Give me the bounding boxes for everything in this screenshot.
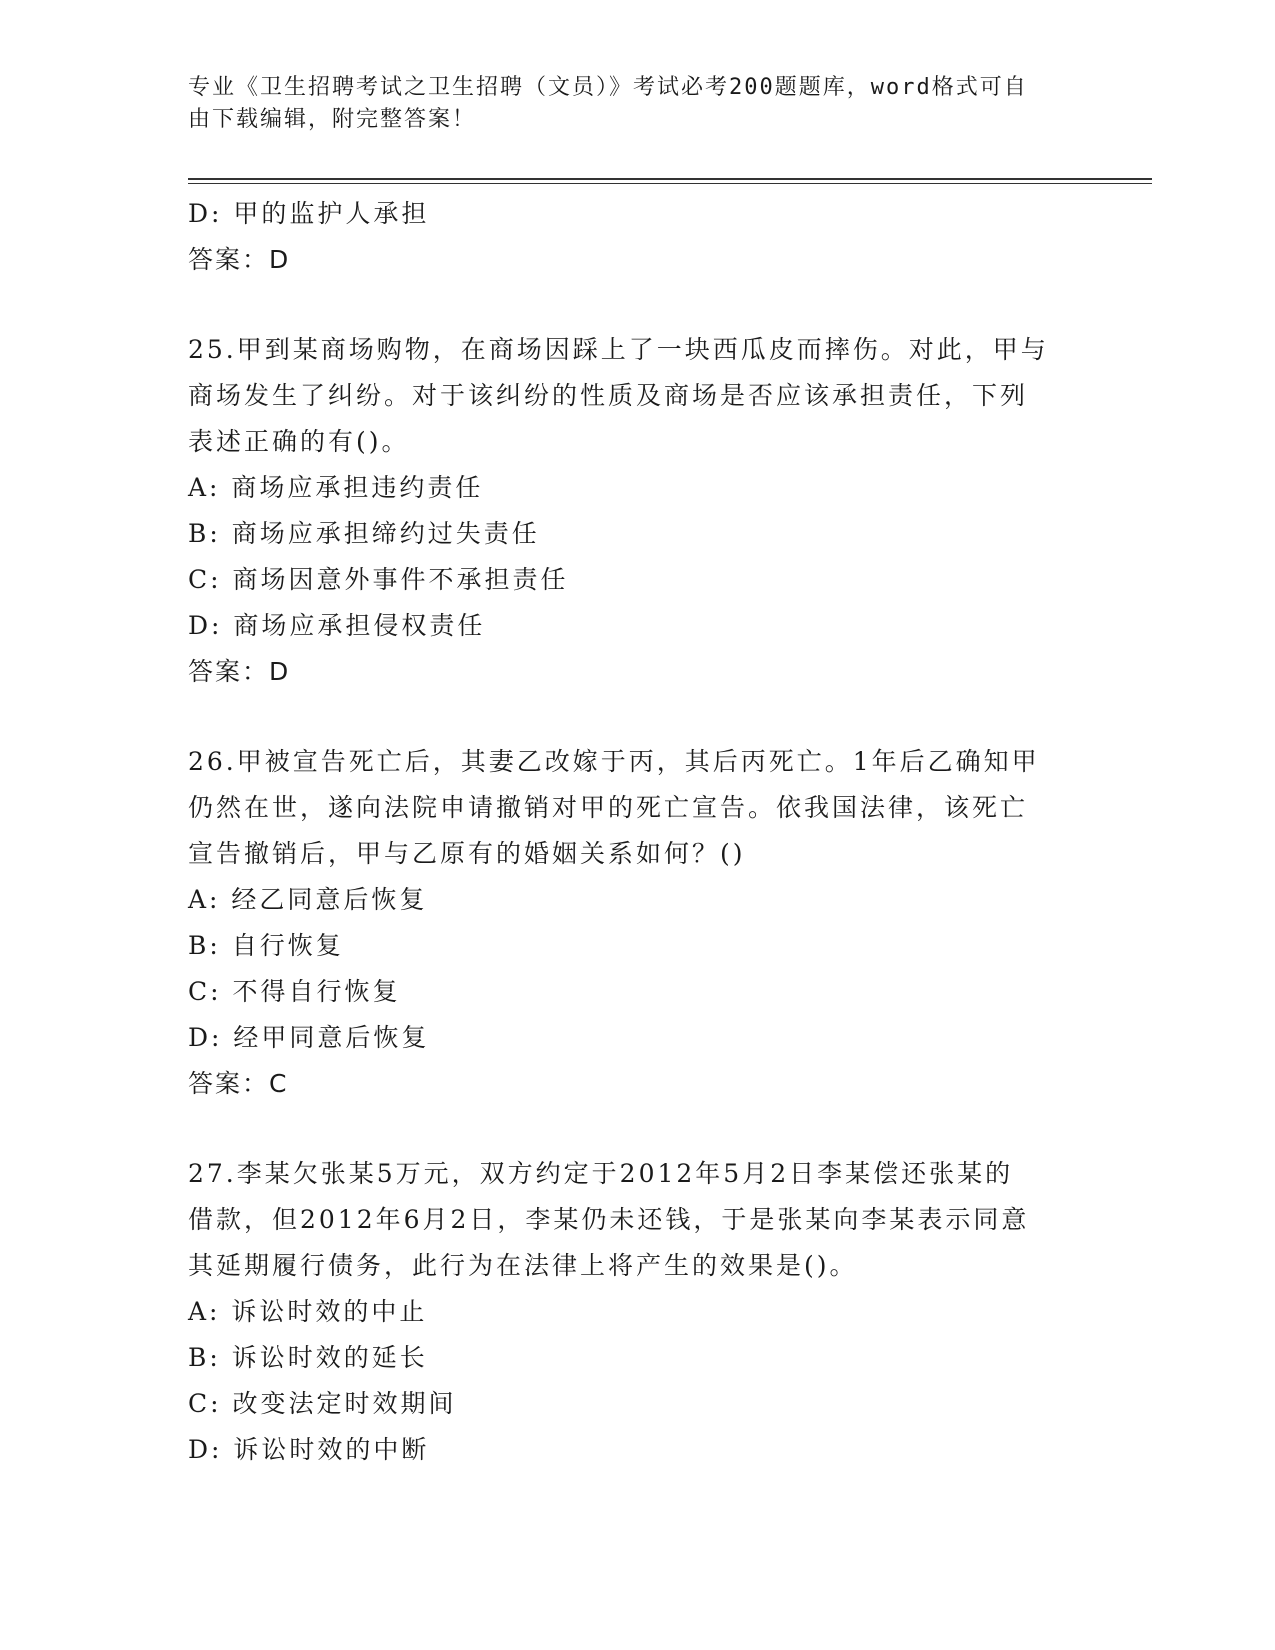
stem-line: 25.甲到某商场购物，在商场因踩上了一块西瓜皮而摔伤。对此，甲与 [188,335,1049,364]
stem-line: 借款，但2012年6月2日，李某仍未还钱，于是张某向李某表示同意 [188,1205,1030,1234]
header-line-1: 专业《卫生招聘考试之卫生招聘（文员）》考试必考200题题库，word格式可自 [188,75,1028,100]
carryover-question [188,191,1068,283]
spacer [188,1107,1068,1151]
option-b: B: 商场应承担缔约过失责任 [188,519,540,548]
option-c: C: 商场因意外事件不承担责任 [188,565,569,594]
stem-line: 仍然在世，遂向法院申请撤销对甲的死亡宣告。依我国法律，该死亡 [188,793,1029,822]
question-26 [188,739,1068,1107]
stem-line: 商场发生了纠纷。对于该纠纷的性质及商场是否应该承担责任，下列 [188,381,1029,410]
stem-line: 表述正确的有()。 [188,427,410,456]
option-d: D: 诉讼时效的中断 [188,1435,430,1464]
option-b: B: 自行恢复 [188,931,344,960]
spacer [188,695,1068,739]
document-header [188,72,1068,136]
option-d: D: 经甲同意后恢复 [188,1023,430,1052]
option-a: A: 诉讼时效的中止 [188,1297,428,1326]
document-body [188,191,1068,1473]
option-c: C: 改变法定时效期间 [188,1389,457,1418]
header-divider-thin [188,183,1152,184]
stem-line: 27.李某欠张某5万元，双方约定于2012年5月2日李某偿还张某的 [188,1159,1014,1188]
header-line-2: 由下载编辑，附完整答案！ [188,107,477,132]
option-c: C: 不得自行恢复 [188,977,401,1006]
question-stem [188,327,1068,465]
option-b: B: 诉讼时效的延长 [188,1343,428,1372]
option-a: A: 商场应承担违约责任 [188,473,484,502]
stem-line: 26.甲被宣告死亡后，其妻乙改嫁于丙，其后丙死亡。1年后乙确知甲 [188,747,1040,776]
spacer [188,283,1068,327]
question-25 [188,327,1068,695]
option-d: D: 商场应承担侵权责任 [188,611,486,640]
question-27 [188,1151,1068,1473]
option-d: D: 甲的监护人承担 [188,199,430,228]
header-divider-thick [188,178,1152,180]
stem-line: 宣告撤销后，甲与乙原有的婚姻关系如何？() [188,839,746,868]
question-stem [188,739,1068,877]
question-stem [188,1151,1068,1289]
stem-line: 其延期履行债务，此行为在法律上将产生的效果是()。 [188,1251,858,1280]
option-a: A: 经乙同意后恢复 [188,885,428,914]
answer-line: 答案：D [188,657,291,686]
answer-line: 答案：C [188,1069,289,1098]
answer-line: 答案：D [188,245,291,274]
